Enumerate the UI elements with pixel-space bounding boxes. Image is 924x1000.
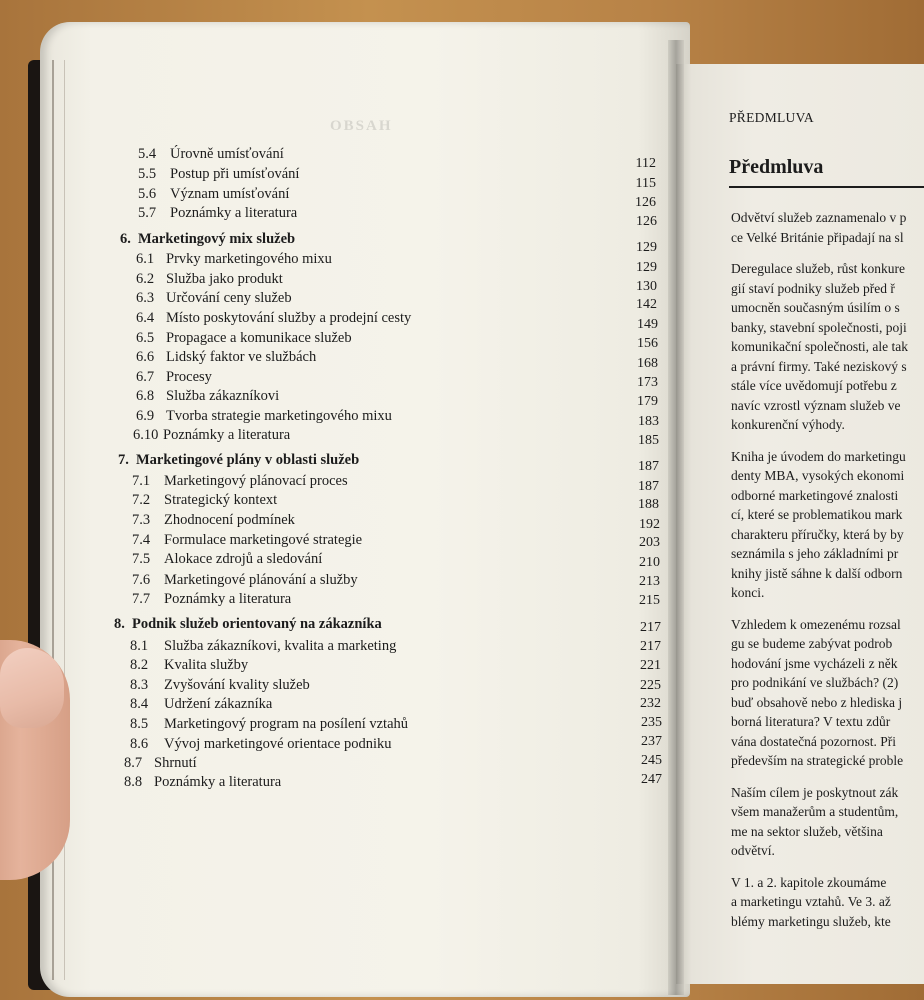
- toc-entry-title: Shrnutí: [154, 755, 197, 771]
- show-through-heading: OBSAH: [330, 118, 393, 134]
- toc-entry-title: Marketingové plány v oblasti služeb: [136, 452, 360, 468]
- toc-entry-title: Poznámky a literatura: [154, 774, 282, 790]
- toc-page-number: 245: [641, 753, 662, 768]
- toc-entry: [132, 589, 612, 609]
- toc-entry-number: 8.2: [130, 657, 149, 673]
- toc-entry-title: Propagace a komunikace služeb: [166, 330, 352, 346]
- toc-entry-number: 5.4: [138, 146, 157, 162]
- toc-page-number: 126: [635, 195, 656, 210]
- toc-page-number: 237: [641, 734, 662, 749]
- preface-line: V 1. a 2. kapitole zkoumáme: [731, 874, 887, 890]
- toc-entry-number: 6.1: [136, 251, 155, 267]
- toc-page-number: 168: [637, 356, 658, 371]
- toc-entry-number: 8.5: [130, 716, 149, 732]
- toc-entry-number: 7.6: [132, 572, 151, 588]
- preface-line: vána dostatečná pozornost. Při: [731, 733, 896, 749]
- toc-page-number: 213: [639, 574, 660, 589]
- toc-entry: [136, 269, 616, 289]
- toc-entry: [130, 636, 610, 656]
- preface-line: charakteru příručky, která by by: [731, 526, 904, 542]
- toc-entry: [136, 328, 616, 348]
- preface-line: ce Velké Británie připadají na sl: [731, 229, 904, 245]
- toc-entry-number: 6.10: [133, 427, 159, 443]
- toc-page-number: 185: [638, 433, 659, 448]
- toc-entry-number: 7.3: [132, 512, 151, 528]
- preface-line: Kniha je úvodem do marketingu: [731, 448, 906, 464]
- preface-line: konkurenční výhody.: [731, 417, 845, 432]
- preface-line: gu se budeme zabývat podrob: [731, 636, 893, 651]
- toc-page-number: 188: [638, 497, 659, 512]
- toc-entry: [132, 510, 612, 530]
- toc-entry-title: Marketingový mix služeb: [138, 231, 296, 247]
- toc-page-number: 129: [636, 240, 657, 255]
- toc-entry: [133, 425, 613, 445]
- toc-entry: [130, 734, 610, 754]
- toc-entry-title: Tvorba strategie marketingového mixu: [166, 408, 392, 424]
- toc-entry: [132, 490, 612, 510]
- preface-line: blémy marketingu služeb, kte: [731, 913, 891, 929]
- toc-entry-title: Poznámky a literatura: [170, 205, 298, 221]
- toc-page-number: 203: [639, 535, 660, 550]
- toc-entry-number: 5.6: [138, 186, 157, 202]
- toc-entry-number: 7.7: [132, 591, 151, 607]
- preface-line: buď obsahově nebo z hlediska j: [731, 694, 903, 710]
- toc-entry-title: Služba jako produkt: [166, 271, 283, 287]
- toc-entry-title: Postup při umísťování: [170, 166, 300, 182]
- preface-line: odborné marketingové znalosti: [731, 487, 899, 503]
- page-title: Předmluva: [729, 156, 824, 178]
- toc-page-number: 129: [636, 260, 657, 275]
- toc-page-number: 173: [637, 375, 658, 390]
- toc-entry-title: Udržení zákazníka: [164, 696, 273, 712]
- preface-line: Naším cílem je poskytnout zák: [731, 784, 899, 800]
- toc-page-number: 232: [640, 696, 661, 711]
- toc-page-number: 247: [641, 772, 662, 787]
- toc-entry-title: Kvalita služby: [164, 657, 249, 673]
- toc-entry: [138, 184, 618, 204]
- preface-line: především na strategické proble: [731, 753, 904, 768]
- preface-line: komunikační společnosti, ale tak: [731, 339, 908, 354]
- toc-entry-title: Marketingový program na posílení vztahů: [164, 716, 409, 732]
- toc-entry-number: 5.7: [138, 205, 157, 221]
- toc-entry-title: Určování ceny služeb: [166, 290, 292, 306]
- preface-line: knihy jistě sáhne k další odborn: [731, 565, 903, 581]
- toc-entry-title: Lidský faktor ve službách: [166, 349, 317, 365]
- toc-chapter-heading: [114, 614, 594, 634]
- toc-entry-number: 5.5: [138, 166, 157, 182]
- toc-entry-number: 6.: [120, 231, 131, 247]
- preface-line: cí, které se problematikou mark: [731, 507, 903, 522]
- toc-entry-title: Strategický kontext: [164, 492, 278, 508]
- toc-entry-title: Alokace zdrojů a sledování: [164, 551, 323, 567]
- preface-line: me na sektor služeb, většina: [731, 823, 883, 839]
- toc-entry: [132, 471, 612, 491]
- toc-entry-number: 8.7: [124, 755, 143, 771]
- toc-page-number: 142: [636, 297, 657, 312]
- toc-chapter-heading: [118, 450, 598, 470]
- toc-entry: [130, 675, 610, 695]
- toc-page-number: 215: [639, 593, 660, 608]
- preface-line: hodování jsme vycházeli z něk: [731, 655, 898, 671]
- toc-entry-number: 6.7: [136, 369, 155, 385]
- toc-entry-number: 7.4: [132, 532, 151, 548]
- toc-entry: [136, 288, 616, 308]
- toc-page-number: 210: [639, 555, 660, 570]
- toc-entry-number: 7.: [118, 452, 129, 468]
- preface-line: pro podnikání ve službách? (2): [731, 675, 899, 690]
- toc-entry-number: 6.9: [136, 408, 155, 424]
- toc-entry-number: 8.3: [130, 677, 149, 693]
- toc-entry-title: Úrovně umísťování: [170, 146, 284, 162]
- toc-entry-number: 7.1: [132, 473, 151, 489]
- toc-entry-number: 6.2: [136, 271, 155, 287]
- preface-line: stále více uvědomují potřebu z: [731, 378, 897, 393]
- toc-entry-title: Poznámky a literatura: [163, 427, 291, 443]
- toc-entry-title: Podnik služeb orientovaný na zákazníka: [132, 616, 382, 632]
- toc-entry: [132, 570, 612, 590]
- toc-page-number: 217: [640, 639, 661, 654]
- toc-entry: [132, 530, 612, 550]
- toc-entry-number: 6.3: [136, 290, 155, 306]
- toc-entry-number: 6.4: [136, 310, 155, 326]
- toc-entry-number: 8.: [114, 616, 125, 632]
- toc-entry: [136, 249, 616, 269]
- toc-entry: [136, 406, 616, 426]
- toc-entry-number: 8.8: [124, 774, 143, 790]
- toc-entry-number: 8.1: [130, 638, 149, 654]
- toc-page-number: 126: [636, 214, 657, 229]
- toc-page-number: 187: [638, 459, 659, 474]
- toc-entry: [136, 386, 616, 406]
- toc-page-number: 149: [637, 317, 658, 332]
- toc-entry: [132, 549, 612, 569]
- toc-entry-number: 7.2: [132, 492, 151, 508]
- title-rule: [729, 186, 924, 188]
- preface-line: navíc vzrostl význam služeb ve: [731, 397, 901, 413]
- toc-page-number: 225: [640, 678, 661, 693]
- toc-entry: [138, 203, 618, 223]
- preface-line: Odvětví služeb zaznamenalo v p: [731, 210, 907, 225]
- toc-page-number: 217: [640, 620, 661, 635]
- preface-line: denty MBA, vysokých ekonomi: [731, 468, 905, 483]
- toc-entry-title: Zvyšování kvality služeb: [164, 677, 310, 693]
- toc-page-number: 183: [638, 414, 659, 429]
- toc-page-number: 235: [641, 715, 662, 730]
- toc-entry-title: Formulace marketingové strategie: [164, 532, 363, 548]
- preface-line: a právní firmy. Také neziskový s: [731, 358, 907, 374]
- toc-entry-number: 6.8: [136, 388, 155, 404]
- toc-entry-title: Marketingové plánování a služby: [164, 572, 358, 588]
- preface-line: banky, stavební společnosti, poji: [731, 319, 907, 335]
- toc-entry: [130, 694, 610, 714]
- toc-entry-number: 6.6: [136, 349, 155, 365]
- toc-entry: [136, 347, 616, 367]
- preface-line: borná literatura? V textu zdůr: [731, 714, 891, 729]
- toc-page-number: 130: [636, 279, 657, 294]
- toc-entry-title: Služba zákazníkovi: [166, 388, 280, 404]
- toc-entry-title: Vývoj marketingové orientace podniku: [164, 736, 392, 752]
- toc-page-number: 187: [638, 479, 659, 494]
- toc-page-number: 179: [637, 394, 658, 409]
- toc-entry-title: Marketingový plánovací proces: [164, 473, 348, 489]
- toc-entry-number: 8.6: [130, 736, 149, 752]
- toc-page-number: 115: [635, 176, 656, 191]
- preface-line: a marketingu vztahů. Ve 3. až: [731, 894, 891, 909]
- preface-line: odvětví.: [731, 843, 775, 858]
- preface-line: gií staví podniky služeb před ř: [731, 280, 895, 296]
- toc-chapter-heading: [120, 229, 600, 249]
- toc-entry: [124, 772, 604, 792]
- preface-line: všem manažerům a studentům,: [731, 804, 899, 819]
- preface-line: Deregulace služeb, růst konkure: [731, 261, 905, 276]
- toc-entry: [124, 753, 604, 773]
- toc-entry-title: Zhodnocení podmínek: [164, 512, 295, 528]
- thumbnail-nail: [0, 648, 64, 728]
- toc-entry: [136, 367, 616, 387]
- toc-entry-title: Význam umísťování: [170, 186, 290, 202]
- toc-entry: [136, 308, 616, 328]
- preface-line: Vzhledem k omezenému rozsal: [731, 616, 901, 632]
- toc-page-number: 221: [640, 658, 661, 673]
- toc-entry-title: Místo poskytování služby a prodejní cesty: [166, 310, 412, 326]
- toc-page-number: 156: [637, 336, 658, 351]
- toc-entry-number: 8.4: [130, 696, 149, 712]
- toc-entry-number: 6.5: [136, 330, 155, 346]
- toc-entry: [138, 144, 618, 164]
- toc-entry-number: 7.5: [132, 551, 151, 567]
- running-head: PŘEDMLUVA: [729, 110, 814, 125]
- toc-entry: [138, 164, 618, 184]
- toc-entry-title: Služba zákazníkovi, kvalita a marketing: [164, 638, 397, 654]
- toc-entry-title: Poznámky a literatura: [164, 591, 292, 607]
- toc-entry: [130, 714, 610, 734]
- toc-page-number: 192: [639, 517, 660, 532]
- toc-entry-title: Procesy: [166, 369, 212, 385]
- toc-entry: [130, 655, 610, 675]
- preface-line: seznámila s jeho základními pr: [731, 546, 899, 561]
- toc-entry-title: Prvky marketingového mixu: [166, 251, 332, 267]
- preface-line: konci.: [731, 585, 765, 600]
- preface-line: umocněn současným úsilím o s: [731, 300, 900, 315]
- toc-page-number: 112: [635, 156, 656, 171]
